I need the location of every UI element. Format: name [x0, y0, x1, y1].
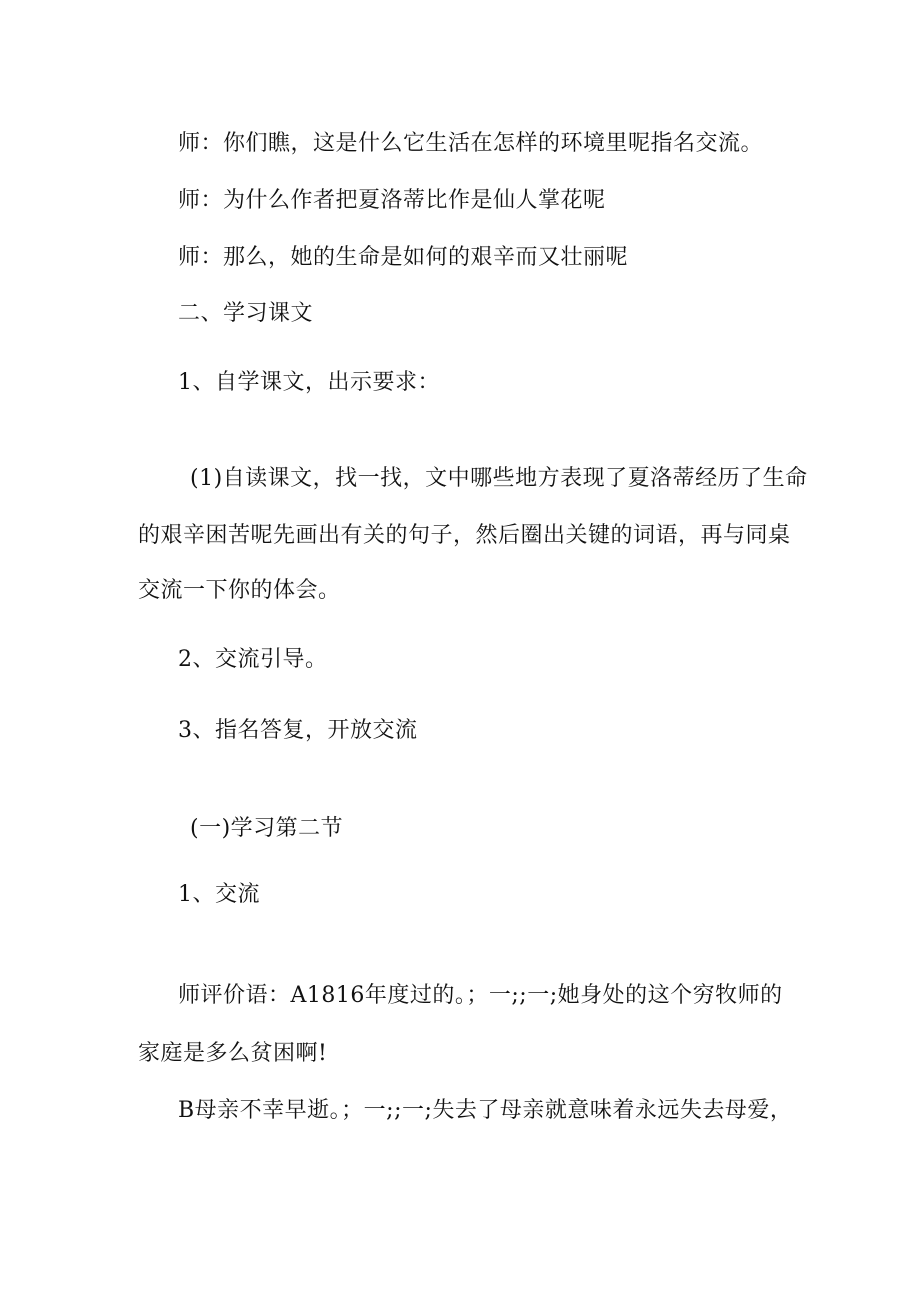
text-line: 的艰辛困苦呢先画出有关的句子，然后圈出关键的词语，再与同桌	[138, 523, 791, 548]
text-line: 师评价语：A1816年度过的。；一;;一;她身处的这个穷牧师的	[178, 983, 783, 1008]
section-heading: 二、学习课文	[178, 301, 314, 326]
text-line: (1)自读课文，找一找，文中哪些地方表现了夏洛蒂经历了生命	[190, 466, 808, 491]
text-line: B母亲不幸早逝。；一;;一;失去了母亲就意味着永远失去母爱，	[178, 1098, 793, 1123]
text-line: 师：那么，她的生命是如何的艰辛而又壮丽呢	[178, 245, 629, 270]
text-line: 家庭是多么贫困啊!	[138, 1041, 328, 1066]
text-line: 1、自学课文，出示要求：	[178, 370, 440, 395]
text-line: 1、交流	[178, 882, 260, 907]
text-line: 师：你们瞧，这是什么它生活在怎样的环境里呢指名交流。	[178, 131, 764, 156]
text-line: 3、指名答复，开放交流	[178, 718, 418, 743]
text-line: 2、交流引导。	[178, 647, 328, 672]
text-line: 师：为什么作者把夏洛蒂比作是仙人掌花呢	[178, 188, 606, 213]
section-heading: (一)学习第二节	[190, 816, 344, 841]
text-line: 交流一下你的体会。	[138, 578, 341, 603]
